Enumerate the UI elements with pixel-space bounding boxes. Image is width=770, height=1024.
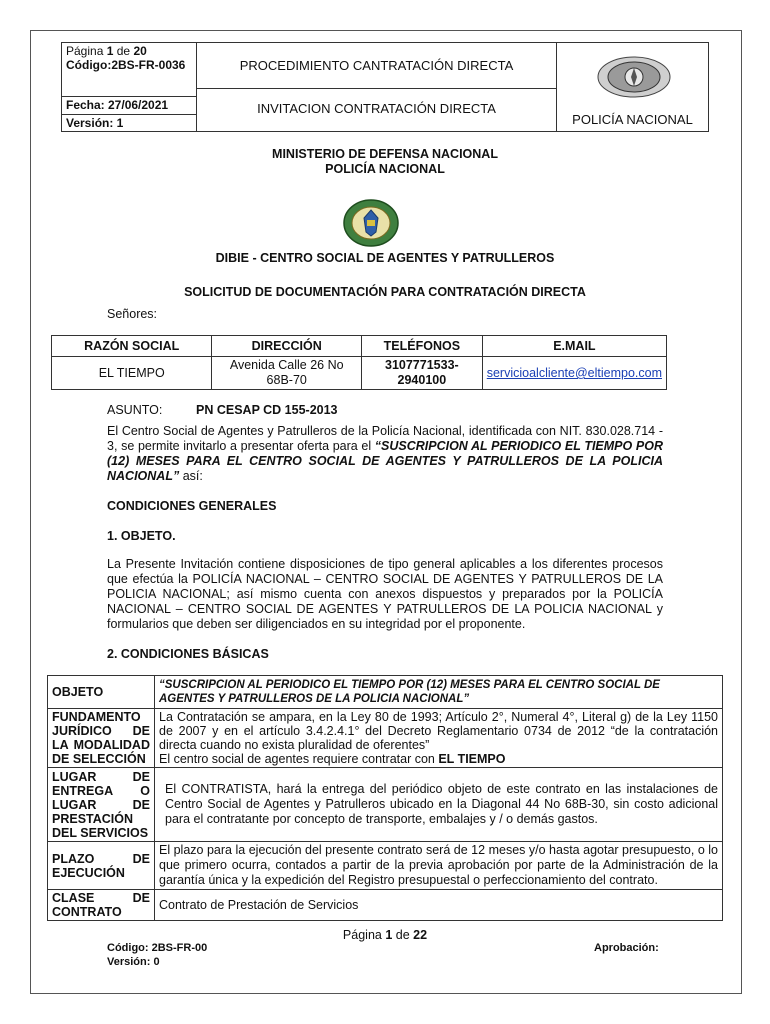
row-value-bold: EL TIEMPO [438, 752, 506, 766]
request-title: SOLICITUD DE DOCUMENTACIÓN PARA CONTRATACIÓN DIRECTA [184, 285, 586, 299]
document-header [61, 42, 709, 132]
unit-title: DIBIE - CENTRO SOCIAL DE AGENTES Y PATRULLEROS [215, 251, 555, 265]
footer-page [0, 928, 770, 943]
intro-paragraph [107, 424, 663, 484]
email-link[interactable]: servicioalcliente@eltiempo.com [486, 366, 662, 380]
row-label: PLAZO DE EJECUCIÓN [48, 842, 155, 890]
footer-version: Versión: 0 [107, 956, 160, 968]
row-value: Contrato de Prestación de Servicios [155, 890, 723, 921]
doc-version: Versión: 1 [66, 116, 124, 130]
conditions-heading: CONDICIONES GENERALES [107, 499, 277, 513]
row-value: El plazo para la ejecución del presente contrato será de 12 meses y/o hasta agotar presupuesto, o lo que primero ocurra, contados a partir de la previa aprobación por parte de la Administración de la garantía única y la expedición del Registro presupuestal o perfeccionamiento del contrato. [155, 842, 723, 890]
footer-code: Código: 2BS-FR-00 [107, 942, 208, 954]
footer-page-label: Página [342, 928, 382, 942]
header-meta [62, 43, 197, 131]
page-label: Página [66, 44, 104, 58]
footer-page-total: 22 [413, 928, 428, 942]
footer-approval: Aprobación: [594, 942, 659, 954]
col-email: E.MAIL [482, 336, 666, 357]
police-title: POLICÍA NACIONAL [325, 162, 445, 176]
row-value: La Contratación se ampara, en la Ley 80 de 1993; Artículo 2°, Numeral 4°, Literal g) de la Ley 1150 de 2007 y en el artículo 3.4.2.4.1° del Decreto Reglamentario 0734 de 2012 “de la contratación directa cuando no exista pluralidad de oferentes” [159, 710, 718, 752]
row-label: FUNDAMENTO JURÍDICO DE LA MODALIDAD DE SELECCIÓN [48, 709, 155, 768]
row-value-cell [155, 709, 723, 768]
col-razon-social: RAZÓN SOCIAL [52, 336, 212, 357]
institution-label: POLICÍA NACIONAL [572, 112, 693, 127]
footer-page-of: de [395, 928, 410, 942]
section2-heading: 2. CONDICIONES BÁSICAS [107, 647, 269, 661]
razon-social-cell: EL TIEMPO [52, 357, 212, 390]
section1-text: La Presente Invitación contiene disposiciones de tipo general aplicables a los diferentes procesos que efectúa la POLICÍA NACIONAL – CENTRO SOCIAL DE AGENTES Y PATRULLEROS DE LA POLICIA NACIONAL; así mismo cuenta con anexos dispuestos y preparados por la POLICÍA NACIONAL – CENTRO SOCIAL DE AGENTES Y PATRULLEROS DE LA POLICIA NACIONAL y formularios que deben ser diligenciados en su integridad por el proponente. [107, 557, 663, 631]
row-value: “SUSCRIPCION AL PERIODICO EL TIEMPO POR (12) MESES PARA EL CENTRO SOCIAL DE AGENTES Y PATRULLEROS DE LA POLICIA NACIONAL” [155, 676, 723, 709]
header-titles [197, 43, 557, 131]
section1-heading: 1. OBJETO. [107, 529, 176, 543]
row-label: CLASE DE CONTRATO [48, 890, 155, 921]
intro-end: así: [182, 469, 203, 483]
doc-code: Código:2BS-FR-0036 [66, 58, 186, 72]
row-label: LUGAR DE ENTREGA O LUGAR DE PRESTACIÓN DEL SERVICIOS [48, 768, 155, 842]
asunto-value: PN CESAP CD 155-2013 [196, 403, 338, 417]
conditions-table [47, 675, 723, 921]
table-row [48, 709, 723, 768]
table-row [48, 842, 723, 890]
col-direccion: DIRECCIÓN [212, 336, 362, 357]
header-logo-cell [557, 43, 708, 131]
col-telefonos: TELÉFONOS [361, 336, 482, 357]
page-of: de [116, 44, 131, 58]
table-row [48, 890, 723, 921]
ministry-title: MINISTERIO DE DEFENSA NACIONAL [272, 147, 498, 161]
procedure-title: PROCEDIMIENTO CANTRATACIÓN DIRECTA [197, 43, 556, 89]
telefonos-cell: 3107771533-2940100 [361, 357, 482, 390]
row-value-extra: El centro social de agentes requiere contratar con [159, 752, 435, 766]
invitation-title: INVITACION CONTRATACIÓN DIRECTA [257, 101, 496, 116]
asunto-label: ASUNTO: [107, 403, 163, 417]
row-value: El CONTRATISTA, hará la entrega del periódico objeto de este contrato en las instalaciones de Centro Social de Agentes y Patrulleros ubicado en la Diagonal 44 No 68B-30, sin costo adicional para el contratante por concepto de transporte, embalajes y / o demás gastos. [155, 768, 723, 842]
intro-emphasis: “SUSCRIPCION AL PERIODICO EL TIEMPO POR (12) MESES PARA EL CENTRO SOCIAL DE AGENTES Y PATRULLEROS DE LA POLICIA NACIONAL” [107, 439, 663, 483]
police-seal-icon [595, 53, 673, 101]
direccion-cell: Avenida Calle 26 No 68B-70 [212, 357, 362, 390]
table-row [48, 676, 723, 709]
footer-page-num: 1 [385, 928, 393, 942]
page-num: 1 [106, 44, 114, 58]
contact-table [51, 335, 667, 390]
table-row [48, 768, 723, 842]
salutation: Señores: [107, 307, 158, 321]
police-emblem-icon [342, 198, 400, 248]
page-code-cell [62, 43, 196, 97]
email-cell [482, 357, 666, 390]
row-label: OBJETO [48, 676, 155, 709]
doc-date: Fecha: 27/06/2021 [62, 97, 196, 115]
intro-text: El Centro Social de Agentes y Patrulleros de la Policía Nacional, identificada con NIT. 830.028.714 - 3, se permite invitarlo a presentar oferta para el [107, 424, 663, 453]
page-total: 20 [133, 44, 147, 58]
